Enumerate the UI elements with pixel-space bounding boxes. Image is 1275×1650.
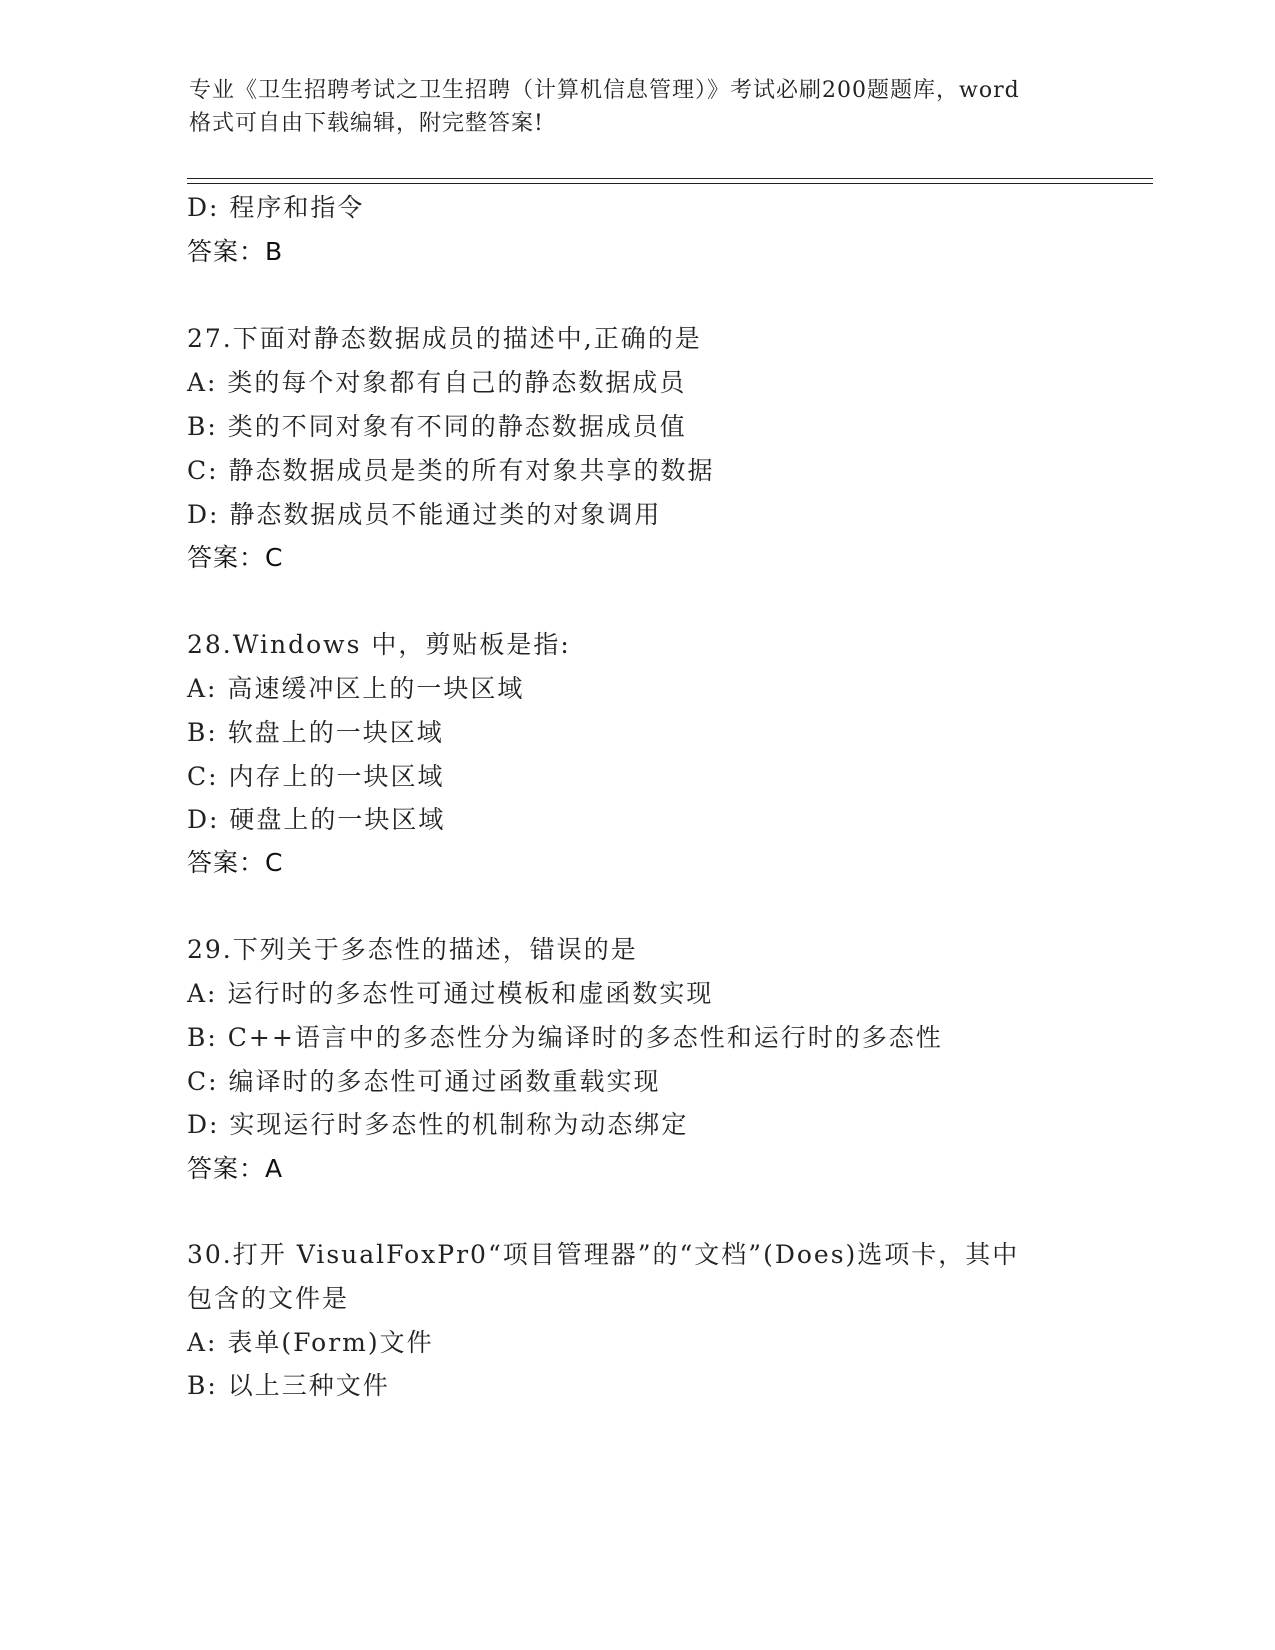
question-text-line-1: 30.打开 VisualFoxPr0“项目管理器”的“文档”(Does)选项卡，其中 [187,1240,1020,1269]
option-d: D: 实现运行时多态性的机制称为动态绑定 [187,1110,689,1139]
option-b: B: 软盘上的一块区域 [187,718,444,747]
answer: 答案：A [187,1154,284,1183]
question-text: 29.下列关于多态性的描述，错误的是 [187,935,638,964]
option-b: B: 类的不同对象有不同的静态数据成员值 [187,412,687,441]
option-c: C: 内存上的一块区域 [187,762,445,791]
option-c: C: 编译时的多态性可通过函数重载实现 [187,1067,661,1096]
question-text: 28.Windows 中，剪贴板是指: [187,630,571,659]
option-a: A: 类的每个对象都有自己的静态数据成员 [187,368,687,397]
document-header [189,74,1089,140]
header-line-1: 专业《卫生招聘考试之卫生招聘（计算机信息管理）》考试必刷200题题库，word [189,78,1020,103]
option-d: D: 硬盘上的一块区域 [187,805,446,834]
header-divider-top [187,178,1153,179]
prev-option-d: D: 程序和指令 [187,193,365,222]
question-text-line-2: 包含的文件是 [187,1284,350,1313]
answer: 答案：C [187,543,284,572]
option-b: B: C++语言中的多态性分为编译时的多态性和运行时的多态性 [187,1023,943,1052]
answer: 答案：C [187,848,284,877]
header-line-2: 格式可自由下载编辑，附完整答案! [189,111,544,136]
option-a: A: 运行时的多态性可通过模板和虚函数实现 [187,979,714,1008]
option-a: A: 高速缓冲区上的一块区域 [187,674,525,703]
question-text: 27.下面对静态数据成员的描述中,正确的是 [187,324,702,353]
header-divider-bottom [187,183,1153,184]
prev-answer: 答案：B [187,237,284,266]
option-a: A: 表单(Form)文件 [187,1328,434,1357]
option-c: C: 静态数据成员是类的所有对象共享的数据 [187,456,715,485]
option-d: D: 静态数据成员不能通过类的对象调用 [187,500,662,529]
option-b: B: 以上三种文件 [187,1371,390,1400]
